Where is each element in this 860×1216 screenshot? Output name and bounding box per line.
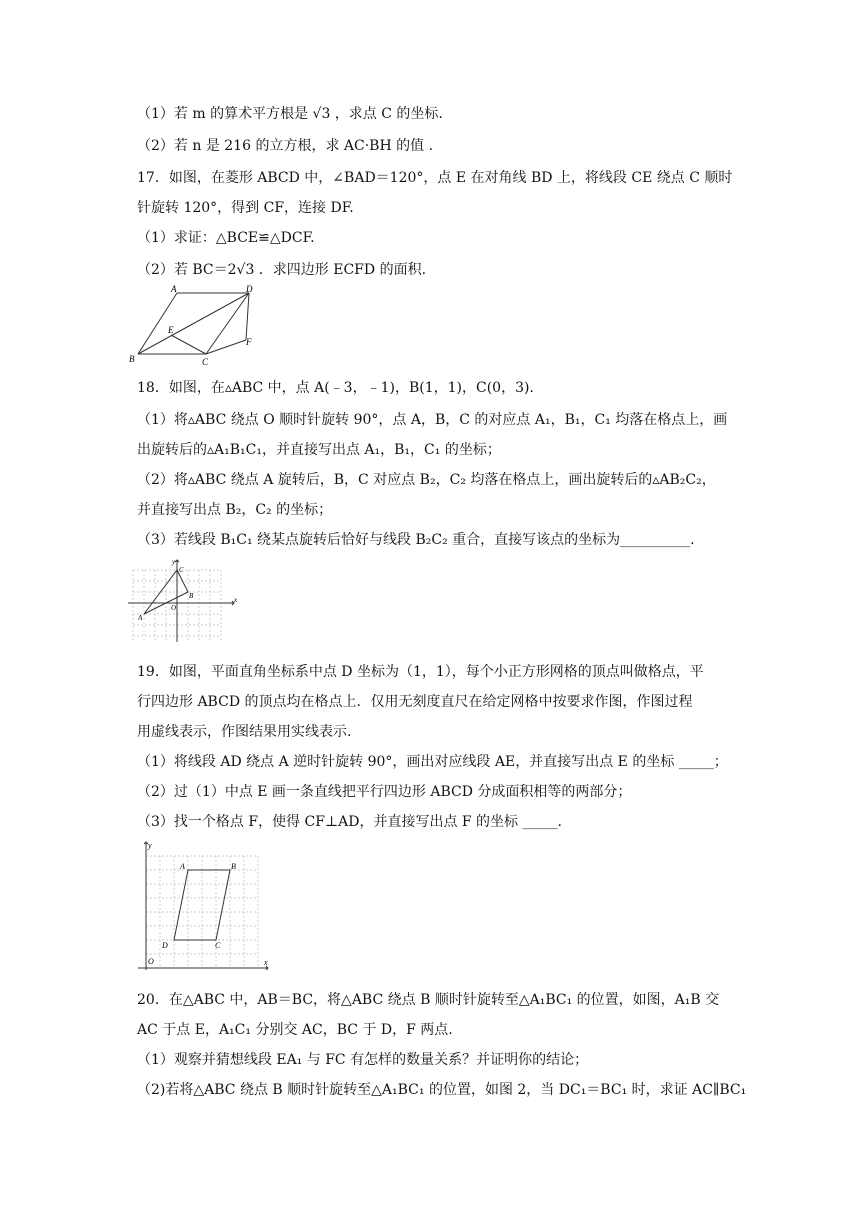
figure-18-grid (126, 556, 242, 644)
text-line: （1）将线段 AD 绕点 A 逆时针旋转 90°，画出对应线段 AE，并直接写出点 E 的坐标 _____； (137, 754, 728, 770)
label-B: B (129, 354, 135, 364)
label-O: O (148, 957, 154, 966)
label-A: A (138, 614, 143, 622)
label-x: x (234, 596, 238, 604)
label-O: O (171, 604, 177, 612)
label-A: A (180, 862, 185, 871)
text-line: （3）找一个格点 F，使得 CF⊥AD，并直接写出点 F 的坐标 _____. (137, 814, 562, 830)
label-B: B (189, 592, 194, 600)
text-line: 20．在△ABC 中，AB＝BC，将△ABC 绕点 B 顺时针旋转至△A₁BC₁ 的位置，如图，A₁B 交 (137, 992, 720, 1008)
text-line: 17．如图，在菱形 ABCD 中，∠BAD＝120°，点 E 在对角线 BD 上，将线段 CE 绕点 C 顺时 (137, 170, 733, 186)
label-y: y (172, 558, 176, 566)
label-D: D (162, 941, 168, 950)
label-C: C (215, 941, 221, 950)
label-B: B (231, 862, 236, 871)
figure-17-rhombus (128, 282, 258, 368)
text-line: 18．如图，在▵ABC 中，点 A(﹣3，﹣1)，B(1，1)，C(0，3). (137, 380, 534, 396)
label-A: A (171, 284, 177, 294)
text-line: 19．如图，平面直角坐标系中点 D 坐标为（1，1），每个小正方形网格的顶点叫做格点，平 (137, 664, 704, 680)
text-line: （2）将▵ABC 绕点 A 旋转后，B，C 对应点 B₂，C₂ 均落在格点上，画出旋转后的▵AB₂C₂， (137, 472, 716, 488)
text-line: （2）若 n 是 216 的立方根，求 AC·BH 的值 . (137, 138, 434, 154)
label-D: D (246, 284, 253, 294)
text-line: （2)若将△ABC 绕点 B 顺时针旋转至△A₁BC₁ 的位置，如图 2，当 DC₁＝BC₁ 时，求证 AC∥BC₁ (137, 1082, 747, 1098)
label-y: y (148, 841, 152, 850)
text-line: （2）过（1）中点 E 画一条直线把平行四边形 ABCD 分成面积相等的两部分； (137, 784, 632, 800)
text-line: 针旋转 120°，得到 CF，连接 DF. (137, 200, 354, 216)
text-line: （1）将▵ABC 绕点 O 顺时针旋转 90°，点 A，B，C 的对应点 A₁，B₁，C₁ 均落在格点上，画 (137, 412, 728, 428)
text-line: （1）求证：△BCE≌△DCF. (137, 230, 315, 246)
label-x: x (264, 958, 268, 967)
text-line: 并直接写出点 B₂，C₂ 的坐标； (137, 502, 333, 518)
text-line: （1）观察并猜想线段 EA₁ 与 FC 有怎样的数量关系？并证明你的结论； (137, 1052, 589, 1068)
text-line: 行四边形 ABCD 的顶点均在格点上．仅用无刻度直尺在给定网格中按要求作图，作图过程 (137, 694, 693, 710)
text-line: AC 于点 E，A₁C₁ 分别交 AC，BC 于 D，F 两点. (137, 1022, 453, 1038)
figure-19-grid (136, 836, 276, 972)
text-line: 用虚线表示，作图结果用实线表示. (137, 724, 352, 740)
text-line: （2）若 BC＝2√3 ．求四边形 ECFD 的面积. (137, 262, 427, 278)
label-C: C (179, 566, 184, 574)
label-E: E (168, 325, 174, 335)
label-C: C (202, 357, 209, 367)
text-line: 出旋转后的▵A₁B₁C₁，并直接写出点 A₁，B₁，C₁ 的坐标； (137, 442, 501, 458)
label-F: F (246, 337, 252, 347)
text-line: （1）若 m 的算术平方根是 √3 ，求点 C 的坐标. (137, 106, 443, 122)
text-line: （3）若线段 B₁C₁ 绕某点旋转后恰好与线段 B₂C₂ 重合，直接写该点的坐标为__________. (137, 532, 695, 548)
